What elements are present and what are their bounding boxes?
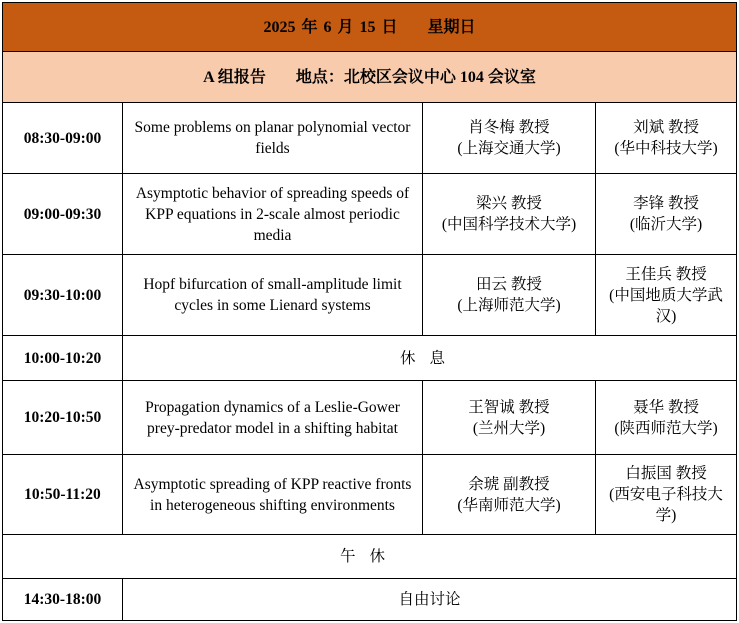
chair-cell <box>596 381 737 455</box>
speaker-name: 梁兴 教授 <box>476 195 542 212</box>
session-time: 09:00-09:30 <box>3 174 123 255</box>
speaker-cell <box>423 103 596 174</box>
date-header-row <box>3 3 737 52</box>
chair-name: 刘斌 教授 <box>633 119 699 136</box>
chair-name: 聂华 教授 <box>633 398 699 416</box>
speaker-cell <box>423 174 596 255</box>
speaker-cell <box>423 255 596 336</box>
break-time: 10:00-10:20 <box>3 336 123 381</box>
chair-name: 李锋 教授 <box>633 195 699 212</box>
date-header <box>3 3 737 52</box>
speaker-cell <box>423 381 596 455</box>
date-text: 2025 年 6 月 15 日 <box>263 18 398 36</box>
talk-title: Asymptotic spreading of KPP reactive fronts in heterogeneous shifting environments <box>123 455 423 535</box>
break-label: 休息 <box>123 336 737 381</box>
group-header-row <box>3 52 737 103</box>
talk-title: Asymptotic behavior of spreading speeds of KPP equations in 2-scale almost periodic media <box>123 174 423 255</box>
group-location: 地点：北校区会议中心 104 会议室 <box>295 68 536 86</box>
speaker-affiliation: (上海交通大学) <box>457 140 561 157</box>
lunch-row <box>3 535 737 579</box>
session-time: 10:50-11:20 <box>3 455 123 535</box>
free-discussion-label: 自由讨论 <box>123 579 737 621</box>
session-time: 10:20-10:50 <box>3 381 123 455</box>
speaker-name: 余琥 副教授 <box>468 475 550 493</box>
talk-title: Hopf bifurcation of small-amplitude limit cycles in some Lienard systems <box>123 255 423 336</box>
speaker-affiliation: (华南师范大学) <box>457 496 561 514</box>
chair-affiliation: (陕西师范大学) <box>614 419 718 437</box>
speaker-affiliation: (上海师范大学) <box>457 297 561 314</box>
schedule-table <box>2 2 737 621</box>
session-row <box>3 174 737 255</box>
schedule-page <box>2 2 736 618</box>
speaker-affiliation: (中国科学技术大学) <box>441 216 577 233</box>
speaker-cell <box>423 455 596 535</box>
session-row <box>3 255 737 336</box>
session-row <box>3 103 737 174</box>
speaker-name: 肖冬梅 教授 <box>468 119 550 136</box>
chair-affiliation: (中国地质大学武汉) <box>609 286 723 325</box>
group-header <box>3 52 737 103</box>
speaker-name: 王智诚 教授 <box>468 398 550 416</box>
chair-affiliation: (临沂大学) <box>629 216 703 233</box>
weekday-text: 星期日 <box>427 18 476 36</box>
chair-affiliation: (华中科技大学) <box>614 140 718 157</box>
chair-cell <box>596 174 737 255</box>
speaker-name: 田云 教授 <box>476 276 542 293</box>
chair-cell <box>596 255 737 336</box>
chair-cell <box>596 103 737 174</box>
session-time: 08:30-09:00 <box>3 103 123 174</box>
chair-name: 白振国 教授 <box>625 465 707 482</box>
lunch-label: 午休 <box>3 535 737 579</box>
group-name: A 组报告 <box>203 68 266 86</box>
session-time: 09:30-10:00 <box>3 255 123 336</box>
talk-title: Propagation dynamics of a Leslie-Gower prey-predator model in a shifting habitat <box>123 381 423 455</box>
speaker-affiliation: (兰州大学) <box>472 419 546 437</box>
afternoon-row <box>3 579 737 621</box>
afternoon-time: 14:30-18:00 <box>3 579 123 621</box>
session-row <box>3 455 737 535</box>
session-row <box>3 381 737 455</box>
chair-cell <box>596 455 737 535</box>
chair-name: 王佳兵 教授 <box>625 265 707 283</box>
talk-title: Some problems on planar polynomial vector fields <box>123 103 423 174</box>
break-row <box>3 336 737 381</box>
chair-affiliation: (西安电子科技大学) <box>609 486 723 524</box>
